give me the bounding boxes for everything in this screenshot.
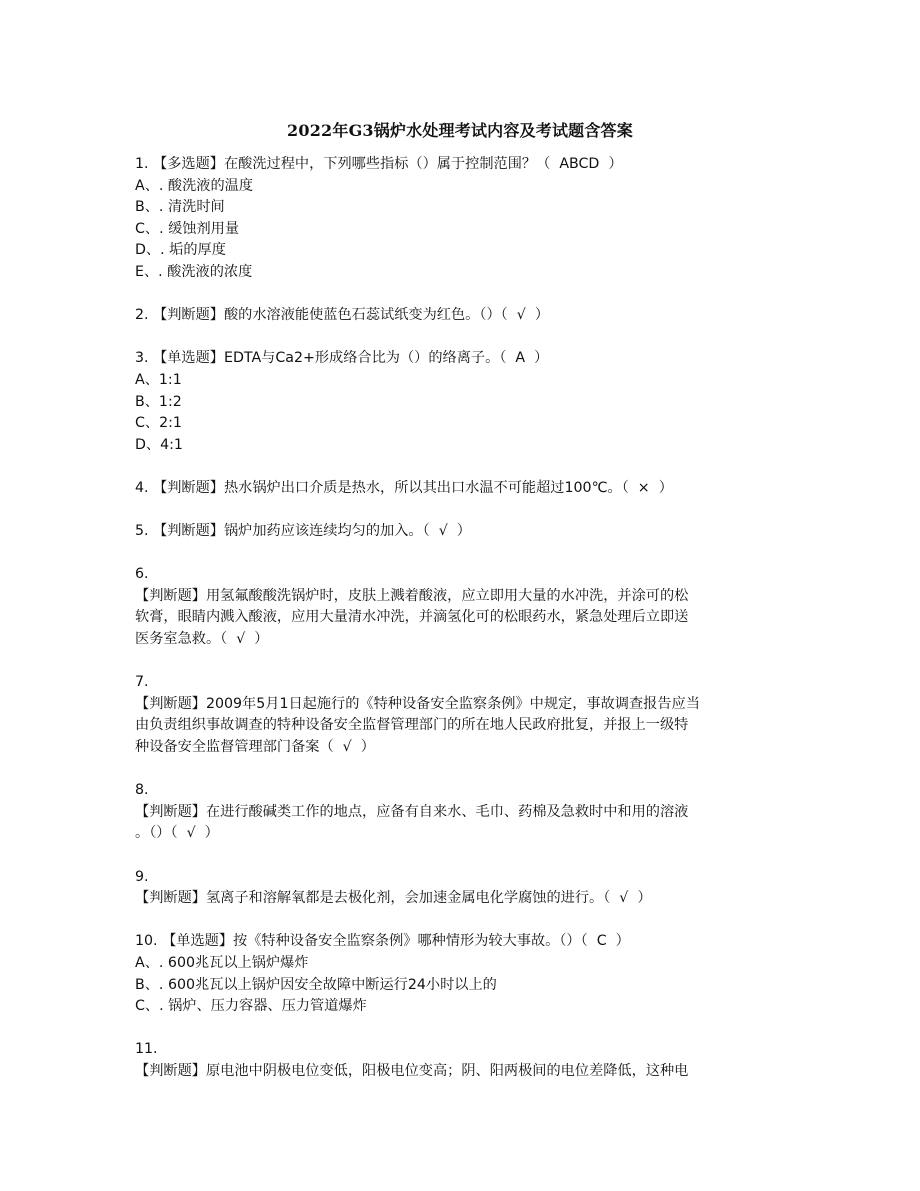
question-8	[135, 780, 785, 845]
question-text-line: 【判断题】用氢氟酸酸洗锅炉时，皮肤上溅着酸液，应立即用大量的水冲洗，并涂可的松	[135, 587, 689, 604]
question-text: 【判断题】酸的水溶液能使蓝色石蕊试纸变为红色。（）（ √ ）	[148, 307, 550, 324]
answer-option-d: D、. 垢的厚度	[135, 242, 226, 259]
question-text: 【判断题】热水锅炉出口介质是热水，所以其出口水温不可能超过100℃。（ × ）	[148, 479, 673, 496]
answer-option-a: A、1:1	[135, 371, 182, 388]
question-text-line: 。（）（ √ ）	[135, 825, 219, 842]
question-5-prompt	[135, 521, 785, 543]
question-6	[135, 564, 785, 650]
question-10-prompt	[135, 931, 785, 953]
question-number: 11.	[135, 1041, 158, 1058]
question-number: 7.	[135, 674, 149, 691]
question-text-line: 医务室急救。（ √ ）	[135, 631, 269, 648]
question-7	[135, 672, 785, 758]
question-text-line: 【判断题】2009年5月1日起施行的《特种设备安全监察条例》中规定，事故调查报告应当	[135, 695, 700, 712]
answer-option-b: B、. 清洗时间	[135, 199, 225, 216]
question-10	[135, 931, 785, 1017]
question-1	[135, 154, 785, 284]
question-text-line: 软膏，眼睛内溅入酸液，应用大量清水冲洗，并滴氢化可的松眼药水，紧急处理后立即送	[135, 609, 689, 626]
question-number: 5.	[135, 523, 149, 540]
document-title: 2022年G3锅炉水处理考试内容及考试题含答案	[287, 120, 633, 140]
question-text-line: 【判断题】原电池中阴极电位变低，阳极电位变高；阴、阳两极间的电位差降低，这种电	[135, 1062, 689, 1079]
question-2-prompt	[135, 305, 785, 327]
question-number: 2.	[135, 307, 149, 324]
question-number: 9.	[135, 868, 149, 885]
question-list	[135, 154, 785, 1104]
question-text-line: 由负责组织事故调查的特种设备安全监督管理部门的所在地人民政府批复，并报上一级特	[135, 717, 689, 734]
question-4-prompt	[135, 478, 785, 500]
question-text: 【单选题】按《特种设备安全监察条例》哪种情形为较大事故。（）（ C ）	[157, 933, 630, 950]
question-5	[135, 521, 785, 543]
question-11	[135, 1039, 785, 1082]
question-text: 【单选题】EDTA与Ca2+形成络合比为（）的络离子。（ A ）	[148, 350, 549, 367]
question-text: 【多选题】在酸洗过程中，下列哪些指标（）属于控制范围？（ ABCD ）	[148, 156, 623, 172]
question-3	[135, 348, 785, 456]
question-text-line: 【判断题】在进行酸碱类工作的地点，应备有自来水、毛巾、药棉及急救时中和用的溶液	[135, 803, 689, 820]
answer-option-b: B、1:2	[135, 393, 182, 410]
question-number: 10.	[135, 933, 158, 950]
answer-option-c: C、2:1	[135, 415, 182, 432]
answer-option-b: B、. 600兆瓦以上锅炉因安全故障中断运行24小时以上的	[135, 976, 497, 993]
question-text: 【判断题】锅炉加药应该连续均匀的加入。（ √ ）	[148, 523, 471, 540]
question-4	[135, 478, 785, 500]
question-number: 3.	[135, 350, 149, 367]
answer-option-a: A、. 600兆瓦以上锅炉爆炸	[135, 954, 309, 971]
answer-option-c: C、. 锅炉、压力容器、压力管道爆炸	[135, 998, 367, 1015]
answer-option-c: C、. 缓蚀剂用量	[135, 220, 240, 237]
question-2	[135, 305, 785, 327]
question-number: 8.	[135, 782, 149, 799]
question-text-line: 种设备安全监督管理部门备案（ √ ）	[135, 739, 375, 756]
question-text-line: 【判断题】氢离子和溶解氧都是去极化剂，会加速金属电化学腐蚀的进行。（ √ ）	[135, 890, 652, 907]
question-number: 6.	[135, 566, 149, 583]
question-9	[135, 867, 785, 910]
answer-option-a: A、. 酸洗液的温度	[135, 177, 254, 194]
question-1-prompt	[135, 154, 785, 176]
question-3-prompt	[135, 348, 785, 370]
answer-option-e: E、. 酸洗液的浓度	[135, 263, 253, 280]
answer-option-d: D、4:1	[135, 436, 183, 453]
question-number: 1.	[135, 156, 149, 172]
question-number: 4.	[135, 479, 149, 496]
